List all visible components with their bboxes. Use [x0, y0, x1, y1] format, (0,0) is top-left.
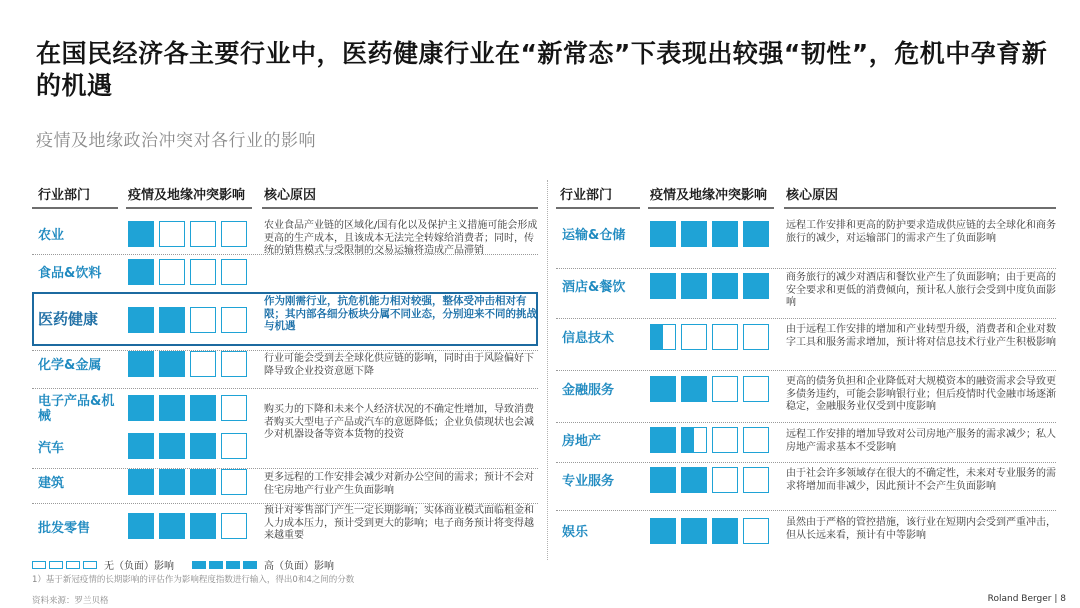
impact-cell: [712, 518, 738, 544]
impact-cell: [712, 221, 738, 247]
impact-cell: [650, 467, 676, 493]
impact-cell: [128, 221, 154, 247]
legend-filled-box: [226, 561, 240, 569]
header-reason: 核心原因: [786, 187, 839, 203]
sector-label: 信息技术: [562, 331, 615, 346]
impact-cell: [743, 273, 769, 299]
impact-cell: [159, 513, 185, 539]
sector-label: 批发零售: [38, 521, 91, 536]
impact-cell: [128, 307, 154, 333]
row-separator: [32, 468, 538, 469]
header-reason: 核心原因: [264, 187, 317, 203]
row-separator: [32, 350, 538, 351]
impact-cell: [190, 433, 216, 459]
impact-cell: [221, 513, 247, 539]
impact-cell: [650, 518, 676, 544]
legend-filled-box: [192, 561, 206, 569]
impact-cell: [681, 467, 707, 493]
impact-cell: [159, 351, 185, 377]
sector-label: 娱乐: [562, 525, 589, 540]
impact-cell: [190, 469, 216, 495]
impact-cell: [650, 221, 676, 247]
impact-cell: [128, 259, 154, 285]
impact-cell: [128, 469, 154, 495]
impact-cell: [190, 259, 216, 285]
impact-cell: [190, 221, 216, 247]
impact-cell: [743, 324, 769, 350]
impact-cell: [221, 395, 247, 421]
source-note: 资料来源：罗兰贝格: [32, 596, 109, 606]
reason-text: 由于远程工作安排的增加和产业转型升级，消费者和企业对数字工具和服务需求增加，预计将对信息技术行业产生积极影响: [786, 324, 1056, 348]
impact-score-cells: [128, 307, 247, 333]
impact-cell: [650, 324, 676, 350]
footnote: 1）基于新冠疫情的长期影响的评估作为影响程度指数进行输入，得出0和4之间的分数: [32, 575, 355, 585]
impact-cell: [159, 395, 185, 421]
impact-cell: [221, 259, 247, 285]
legend-filled-box: [209, 561, 223, 569]
reason-text: 更高的债务负担和企业降低对大规模资本的融资需求会导致更多债务违约，可能会影响银行业；但后疫情时代金融市场逐渐稳定，金融服务业仅受到中度影响: [786, 376, 1056, 412]
legend-none-label: 无（负面）影响: [104, 561, 174, 572]
sector-label: 汽车: [38, 441, 65, 456]
page-subtitle: 疫情及地缘政治冲突对各行业的影响: [36, 131, 316, 151]
reason-text: 购买力的下降和未来个人经济状况的不确定性增加，导致消费者购买大型电子产品或汽车的意愿降低；企业负债现状也会减少对机器设备等资本货物的投资: [264, 404, 534, 440]
reason-text: 远程工作安排和更高的防护要求造成供应链的去全球化和商务旅行的减少，对运输部门的需求产生了负面影响: [786, 220, 1056, 244]
impact-cell: [159, 221, 185, 247]
impact-cell: [221, 221, 247, 247]
panel-divider: [547, 180, 548, 560]
impact-cell: [681, 518, 707, 544]
header-impact: 疫情及地缘冲突影响: [128, 187, 246, 203]
impact-score-cells: [650, 221, 769, 247]
impact-cell: [128, 395, 154, 421]
sector-label: 医药健康: [38, 310, 99, 328]
impact-cell: [190, 395, 216, 421]
impact-score-cells: [650, 427, 769, 453]
sector-label: 金融服务: [562, 383, 615, 398]
reason-text: 行业可能会受到去全球化供应链的影响，同时由于风险偏好下降导致企业投资意愿下降: [264, 353, 534, 377]
impact-cell: [159, 433, 185, 459]
impact-cell: [712, 324, 738, 350]
legend-empty-box: [49, 561, 63, 569]
impact-cell: [681, 427, 707, 453]
impact-cell: [712, 467, 738, 493]
impact-cell: [650, 273, 676, 299]
row-separator: [556, 268, 1056, 269]
sector-label: 农业: [38, 228, 65, 243]
impact-cell: [650, 427, 676, 453]
impact-cell: [681, 221, 707, 247]
legend-empty-box: [66, 561, 80, 569]
impact-cell: [650, 376, 676, 402]
reason-text: 由于社会许多领域存在很大的不确定性，未来对专业服务的需求将增加而非减少，因此预计不会产生负面影响: [786, 468, 1056, 492]
legend-empty-box: [83, 561, 97, 569]
impact-cell: [712, 273, 738, 299]
impact-score-cells: [128, 433, 247, 459]
impact-cell: [743, 376, 769, 402]
impact-score-cells: [128, 513, 247, 539]
sector-label: 建筑: [38, 476, 65, 491]
impact-score-cells: [650, 518, 769, 544]
row-separator: [32, 388, 538, 389]
impact-cell: [681, 273, 707, 299]
row-separator: [556, 318, 1056, 319]
impact-score-cells: [128, 469, 247, 495]
reason-text: 预计对零售部门产生一定长期影响；实体商业模式面临租金和人力成本压力，预计受到更大的影响；电子商务预计将变得越来越重要: [264, 505, 534, 541]
impact-score-cells: [128, 259, 247, 285]
impact-cell: [128, 513, 154, 539]
impact-cell: [681, 324, 707, 350]
legend-high-label: 高（负面）影响: [264, 561, 334, 572]
impact-score-cells: [650, 376, 769, 402]
reason-text: 农业食品产业链的区域化/国有化以及保护主义措施可能会形成更高的生产成本，且该成本无法完全转嫁给消费者；同时，传统的销售模式与受限制的交易运输将造成产品滞销: [264, 220, 538, 256]
header-sector: 行业部门: [560, 187, 613, 203]
sector-label: 专业服务: [562, 474, 615, 489]
impact-cell: [712, 427, 738, 453]
impact-score-cells: [128, 221, 247, 247]
impact-score-cells: [650, 324, 769, 350]
sector-label: 房地产: [562, 434, 602, 449]
sector-label: 化学&金属: [38, 358, 102, 373]
impact-cell: [221, 351, 247, 377]
legend: [32, 557, 352, 572]
header-impact: 疫情及地缘冲突影响: [650, 187, 768, 203]
legend-filled-box: [243, 561, 257, 569]
impact-cell: [190, 513, 216, 539]
impact-cell: [743, 427, 769, 453]
reason-text: 商务旅行的减少对酒店和餐饮业产生了负面影响；由于更高的安全要求和更低的消费倾向，预计私人旅行会受到中度负面影响: [786, 272, 1056, 308]
impact-score-cells: [650, 273, 769, 299]
legend-empty-box: [32, 561, 46, 569]
impact-cell: [743, 221, 769, 247]
reason-text: 更多远程的工作安排会减少对新办公空间的需求；预计不会对住宅房地产行业产生负面影响: [264, 472, 534, 496]
impact-cell: [159, 259, 185, 285]
row-separator: [32, 503, 538, 504]
row-separator: [556, 422, 1056, 423]
impact-cell: [159, 469, 185, 495]
row-separator: [556, 462, 1056, 463]
sector-label: 食品&饮料: [38, 266, 102, 281]
impact-score-cells: [128, 395, 247, 421]
impact-cell: [128, 351, 154, 377]
reason-text: 虽然由于严格的管控措施，该行业在短期内会受到严重冲击，但从长远来看，预计有中等影响: [786, 517, 1056, 541]
sector-label: 酒店&餐饮: [562, 280, 626, 295]
reason-text: 作为刚需行业，抗危机能力相对较强，整体受冲击相对有限；其内部各细分板块分属不同业态，分别迎来不同的挑战与机遇: [264, 295, 537, 332]
brand-page-number: Roland Berger | 8: [987, 594, 1066, 604]
sector-label: 电子产品&机械: [38, 394, 115, 424]
impact-cell: [743, 518, 769, 544]
impact-cell: [190, 307, 216, 333]
row-separator: [556, 510, 1056, 511]
impact-score-cells: [128, 351, 247, 377]
impact-cell: [221, 469, 247, 495]
impact-cell: [190, 351, 216, 377]
sector-label: 运输&仓储: [562, 228, 626, 243]
impact-score-cells: [650, 467, 769, 493]
row-separator: [556, 370, 1056, 371]
impact-cell: [128, 433, 154, 459]
impact-cell: [743, 467, 769, 493]
impact-cell: [159, 307, 185, 333]
impact-cell: [221, 307, 247, 333]
reason-text: 远程工作安排的增加导致对公司房地产服务的需求减少；私人房地产需求基本不受影响: [786, 429, 1056, 453]
impact-cell: [712, 376, 738, 402]
impact-cell: [681, 376, 707, 402]
header-sector: 行业部门: [38, 187, 91, 203]
impact-cell: [221, 433, 247, 459]
page-title: 在国民经济各主要行业中，医药健康行业在“新常态”下表现出较强“韧性”，危机中孕育新的机遇: [36, 39, 1048, 100]
